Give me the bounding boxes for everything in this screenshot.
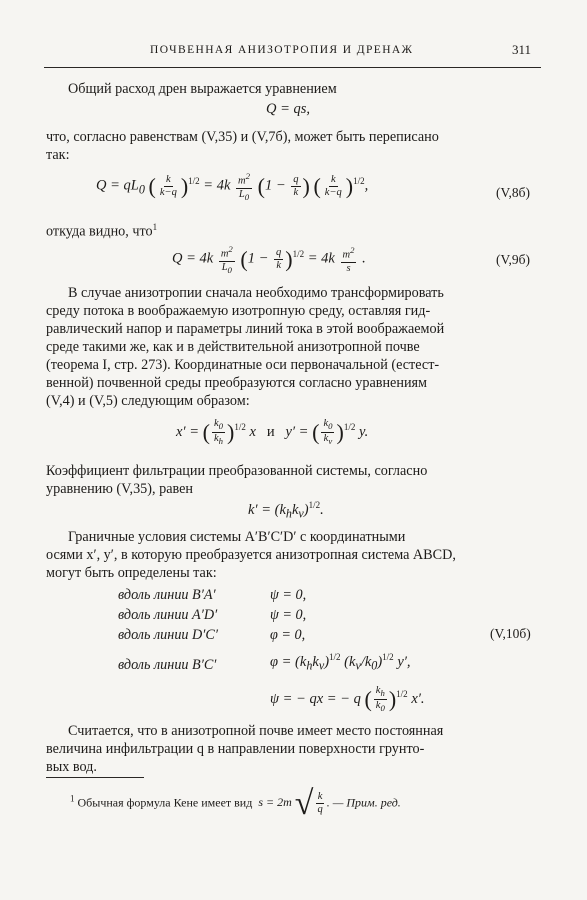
footnote-mark: 1 <box>70 793 75 804</box>
paragraph-5-line2: уравнению (V,35), равен <box>46 481 193 497</box>
paragraph-2-line1: что, согласно равенствам (V,35) и (V,7б), может быть переписано <box>46 129 439 145</box>
paragraph-4-line2: среду потока в воображаемую изотропную среду, оставляя гид- <box>46 303 431 319</box>
paragraph-5-line1: Коэффициент фильтрации преобразованной системы, согласно <box>46 463 428 479</box>
paragraph-7-line2: величина инфильтрации q в направлении поверхности грунто- <box>46 741 425 757</box>
bc-3-label: вдоль линии D′C′ <box>118 627 218 643</box>
equation-Q-qs: Q = qs, <box>266 101 311 117</box>
equation-V9b: Q = 4k $\frac{m^2}{L_0}$ (1 − $\frac{q}{k}$ )$^{1/2}$ = 4k $\frac{m^2}{s}$ . <box>172 244 366 275</box>
equation-coordinate-transform: x′ = ( $\frac{k_0}{k_h}$ )$^{1/2}$ x и y′ = ( $\frac{k_0}{k_v}$ )$^{1/2}$ y. <box>176 418 369 447</box>
footnote-formula: s = 2m √ $\frac{k}{q}$ <box>255 784 323 822</box>
bc-2-cond: ψ = 0, <box>270 607 307 623</box>
footnote-tail: . — Прим. ред. <box>326 795 401 810</box>
paragraph-6-line1: Граничные условия системы A′B′C′D′ с координатными <box>68 529 406 545</box>
paragraph-4-line6: венной) почвенной среды преобразуются согласно уравнениям <box>46 375 428 391</box>
equation-V8b: $Q = qL_0$ ( $\frac{k}{k-q}$ )$^{1/2}$ = 4k $\frac{m^2}{L_0}$ (1 − $\frac{q}{k}$ ) ( $\frac{k}{k-q}$ )$^{1/2}$, <box>96 171 369 202</box>
paragraph-4-line5: (теорема I, стр. 273). Координатные оси первоначальной (естест- <box>46 357 440 373</box>
paragraph-4-line4: среде такими же, как и в действительной анизотропной почве <box>46 339 420 355</box>
paragraph-6-line3: могут быть определены так: <box>46 565 217 581</box>
equation-k-prime: $k' = (k_hk_v)^{1/2}$. <box>248 500 324 521</box>
page-number: 311 <box>512 42 532 57</box>
paragraph-7-line3: вых вод. <box>46 759 97 775</box>
footnote-ref: 1 <box>152 222 158 232</box>
paragraph-4-line3: равлический напор и параметры линий тока в этой воображаемой <box>46 321 445 337</box>
paragraph-7-line1: Считается, что в анизотропной почве имеет место постоянная <box>68 723 444 739</box>
bc-4-label: вдоль линии B′C′ <box>118 657 217 673</box>
running-header: ПОЧВЕННАЯ АНИЗОТРОПИЯ И ДРЕНАЖ <box>150 44 414 56</box>
paragraph-2-line2: так: <box>46 147 70 163</box>
paragraph-4-line1: В случае анизотропии сначала необходимо трансформировать <box>68 285 444 301</box>
paragraph-3 <box>46 218 157 241</box>
footnote <box>70 784 401 822</box>
footnote-text: Обычная формула Кене имеет вид <box>77 795 253 810</box>
bc-1-label: вдоль линии B′A′ <box>118 587 216 603</box>
bc-1-cond: ψ = 0, <box>270 587 307 603</box>
equation-label-V9b: (V,9б) <box>496 252 530 267</box>
footnote-rule <box>46 777 144 778</box>
paragraph-6-line2: осями x′, y′, в которую преобразуется анизотропная система ABCD, <box>46 547 456 563</box>
bc-3-cond: φ = 0, <box>270 627 306 643</box>
equation-phi-BC: $\varphi = (k_hk_v)^{1/2}$ $(k_v/k_0)^{1/2}$ y′, <box>270 652 411 673</box>
paragraph-3-text: откуда видно, что <box>46 223 153 240</box>
equation-label-V8b: (V,8б) <box>496 185 530 200</box>
equation-psi-BC: ψ = − qx = − q ( $\frac{k_h}{k_0}$ )$^{1/2}$ x′. <box>270 685 425 714</box>
paragraph-4-line7: (V,4) и (V,5) следующим образом: <box>46 393 250 409</box>
paragraph-1: Общий расход дрен выражается уравнением <box>68 81 337 97</box>
header-rule <box>44 67 541 68</box>
equation-label-V10b: (V,10б) <box>490 626 531 641</box>
bc-2-label: вдоль линии A′D′ <box>118 607 218 623</box>
